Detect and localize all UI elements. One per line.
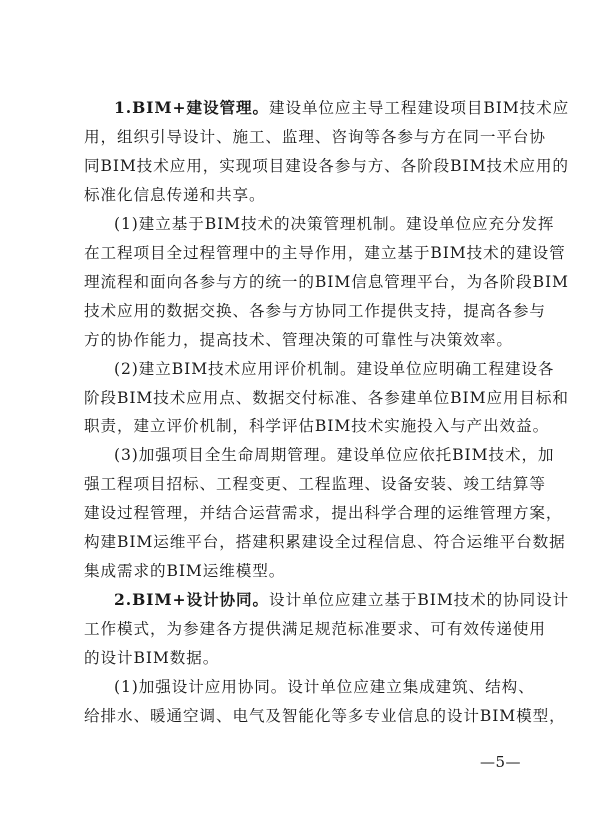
paragraph-line: 标准化信息传递和共享。 <box>84 186 266 204</box>
paragraph-line: 的设计BIM数据。 <box>84 649 220 667</box>
paragraph-line: 1.BIM+建设管理。建设单位应主导工程建设项目BIM技术应 <box>114 98 570 117</box>
paragraph-line: 阶段BIM技术应用点、数据交付标准、各参建单位BIM应用目标和 <box>84 389 569 407</box>
paragraph-line: 给排水、暖通空调、电气及智能化等多专业信息的设计BIM模型， <box>84 707 566 725</box>
paragraph-line: (1)加强设计应用协同。设计单位应建立集成建筑、结构、 <box>114 678 535 696</box>
paragraph-line: (3)加强项目全生命周期管理。建设单位应依托BIM技术，加 <box>114 446 555 464</box>
paragraph-line: 同BIM技术应用，实现项目建设各参与方、各阶段BIM技术应用的 <box>84 157 569 175</box>
paragraph-line: 建设过程管理，并结合运营需求，提出科学合理的运维管理方案， <box>84 504 563 522</box>
paragraph-line: (2)建立BIM技术应用评价机制。建设单位应明确工程建设各 <box>114 360 555 378</box>
section-heading: 2.BIM+设计协同。 <box>114 590 269 609</box>
paragraph-line: 技术应用的数据交换、各参与方协同工作提供支持，提高各参与 <box>84 302 546 320</box>
paragraph-line: 职责，建立评价机制，科学评估BIM技术实施投入与产出效益。 <box>84 417 550 435</box>
paragraph-line: 理流程和面向各参与方的统一的BIM信息管理平台，为各阶段BIM <box>84 273 569 291</box>
paragraph-line: 用，组织引导设计、施工、监理、咨询等各参与方在同一平台协 <box>84 128 546 146</box>
paragraph-line: 工作模式，为参建各方提供满足规范标准要求、可有效传递使用 <box>84 620 546 638</box>
paragraph-line: (1)建立基于BIM技术的决策管理机制。建设单位应充分发挥 <box>114 215 555 233</box>
paragraph-line: 2.BIM+设计协同。设计单位应建立基于BIM技术的协同设计 <box>114 590 570 609</box>
paragraph-line: 方的协作能力，提高技术、管理决策的可靠性与决策效率。 <box>84 331 513 349</box>
page-number: —5— <box>480 753 522 771</box>
section-heading: 1.BIM+建设管理。 <box>114 98 269 117</box>
paragraph-line: 集成需求的BIM运维模型。 <box>84 562 286 580</box>
paragraph-line: 在工程项目全过程管理中的主导作用，建立基于BIM技术的建设管 <box>84 244 566 262</box>
paragraph-line: 构建BIM运维平台，搭建积累建设全过程信息、符合运维平台数据 <box>84 533 566 551</box>
paragraph-line: 强工程项目招标、工程变更、工程监理、设备安装、竣工结算等 <box>84 475 546 493</box>
